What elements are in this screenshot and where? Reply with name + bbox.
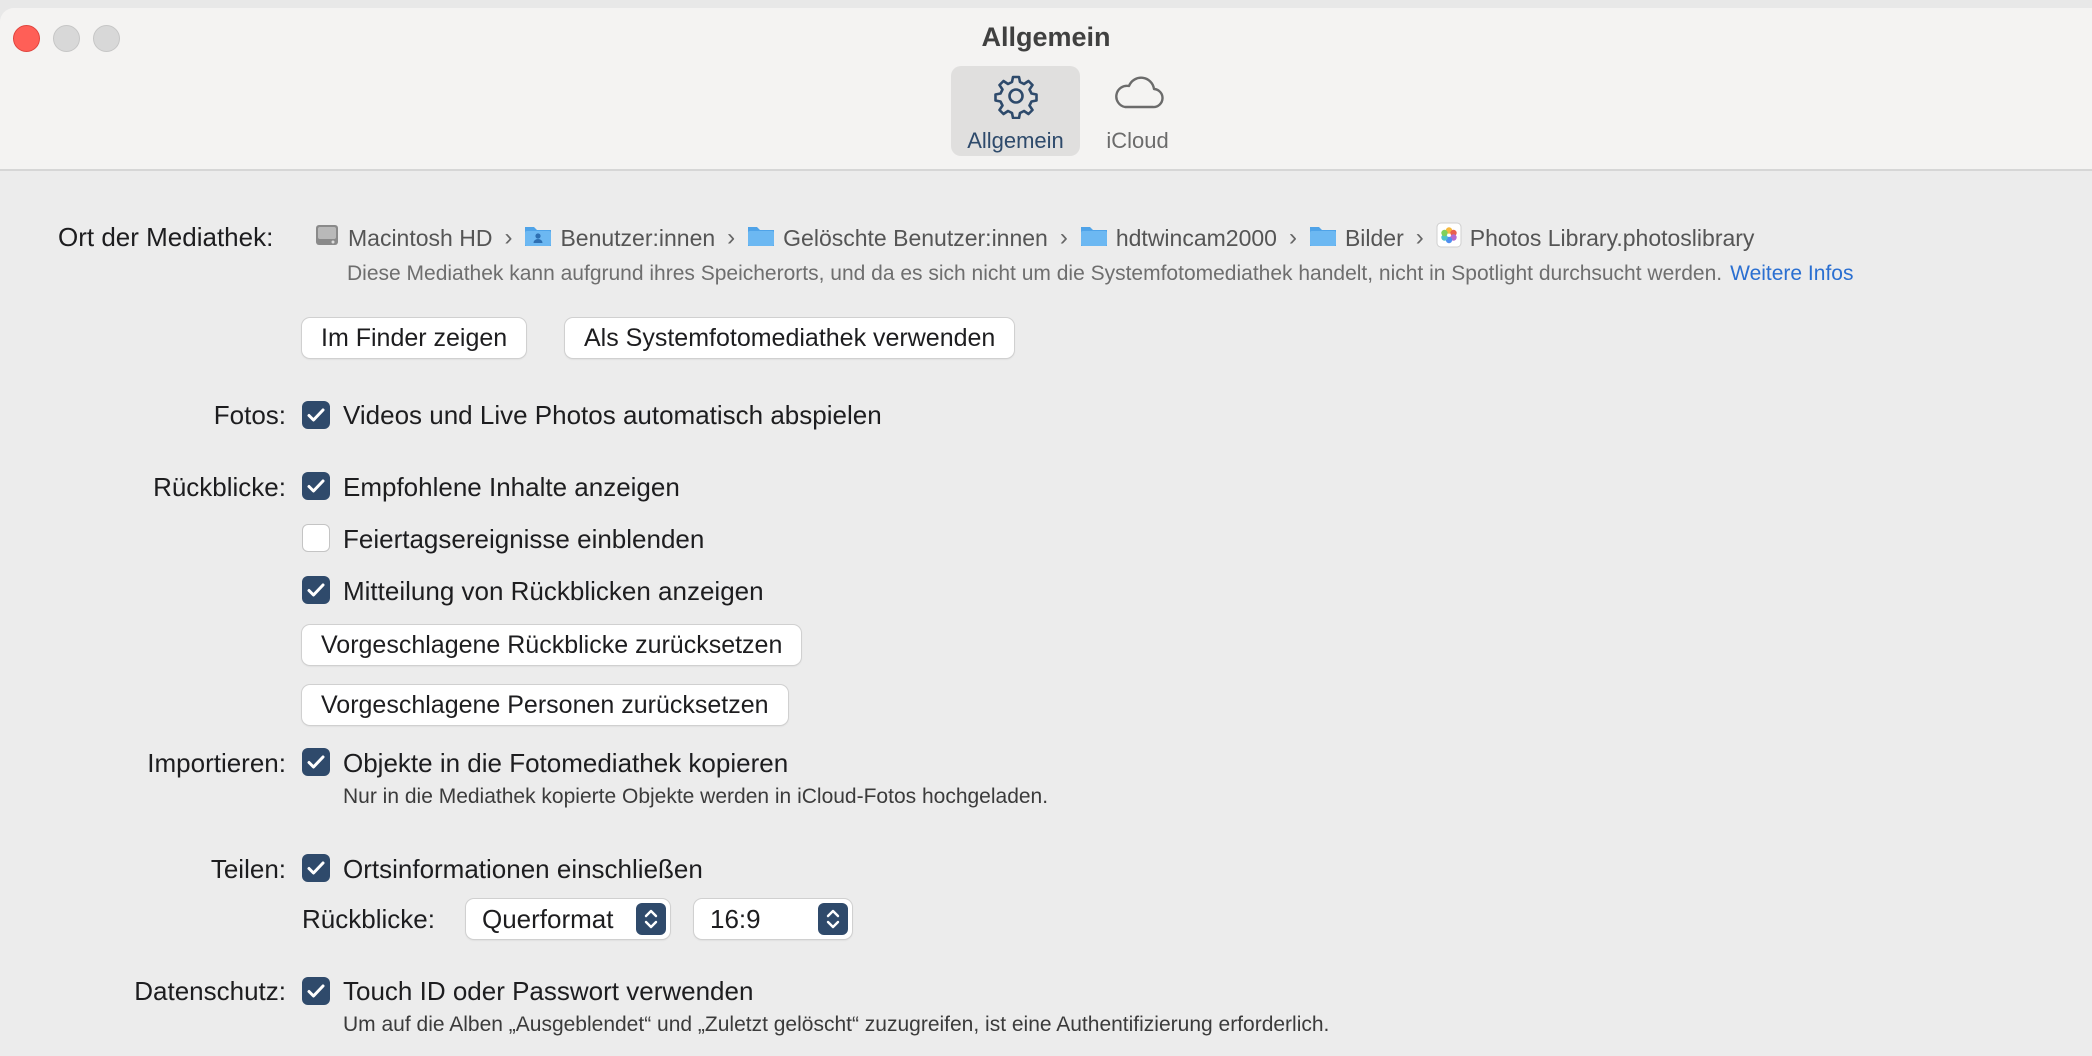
- memories-label: Rückblicke:: [153, 472, 286, 502]
- touch-id-checkbox[interactable]: [302, 977, 330, 1005]
- chevron-right-icon: ›: [1288, 224, 1297, 251]
- orientation-value: Querformat: [482, 904, 614, 934]
- import-label: Importieren:: [147, 748, 286, 778]
- aspect-ratio-value: 16:9: [710, 904, 761, 934]
- title-bar: [0, 8, 2092, 171]
- path-segment[interactable]: [1309, 223, 1404, 253]
- copy-to-library-checkbox[interactable]: [302, 748, 330, 776]
- path-segment-label: hdtwincam2000: [1115, 224, 1277, 251]
- up-down-arrows-icon: [825, 908, 841, 930]
- library-path[interactable]: [314, 221, 1754, 255]
- show-in-finder-button[interactable]: Im Finder zeigen: [302, 318, 526, 358]
- path-segment[interactable]: [1080, 223, 1277, 253]
- path-segment-label: Gelöschte Benutzer:innen: [783, 224, 1048, 251]
- tab-icloud[interactable]: [1090, 66, 1185, 156]
- checkmark-icon: [305, 980, 327, 1002]
- hard-drive-icon: [314, 222, 340, 254]
- aspect-ratio-stepper: [818, 903, 848, 935]
- path-segment[interactable]: [1436, 222, 1755, 254]
- checkmark-icon: [305, 751, 327, 773]
- photos-label: Fotos:: [213, 400, 286, 430]
- gear-icon: [993, 73, 1039, 124]
- featured-content-label[interactable]: Empfohlene Inhalte anzeigen: [343, 472, 680, 502]
- sharing-memories-label: Rückblicke:: [302, 904, 435, 934]
- path-segment[interactable]: [524, 223, 715, 253]
- path-segment-label: Bilder: [1344, 224, 1404, 251]
- tab-allgemein-label: Allgemein: [967, 128, 1064, 153]
- path-segment-label: Photos Library.photoslibrary: [1469, 224, 1755, 251]
- more-info-link[interactable]: Weitere Infos: [1730, 262, 1854, 285]
- spotlight-note-text: Diese Mediathek kann aufgrund ihres Speicherorts, und da es sich nicht um die Systemfotomediathek handelt, nicht in Spotlight durchsucht werden.: [347, 262, 1723, 285]
- checkmark-icon: [305, 579, 327, 601]
- chevron-right-icon: ›: [1415, 224, 1424, 251]
- checkmark-icon: [305, 475, 327, 497]
- autoplay-label[interactable]: Videos und Live Photos automatisch abspielen: [343, 400, 882, 430]
- tab-icloud-label: iCloud: [1106, 128, 1169, 153]
- copy-to-library-label[interactable]: Objekte in die Fotomediathek kopieren: [343, 748, 789, 778]
- tab-allgemein[interactable]: [951, 66, 1080, 156]
- checkmark-icon: [305, 857, 327, 879]
- touch-id-label[interactable]: Touch ID oder Passwort verwenden: [343, 976, 754, 1006]
- memories-notifications-label[interactable]: Mitteilung von Rückblicken anzeigen: [343, 576, 764, 606]
- holiday-events-checkbox[interactable]: [302, 524, 330, 552]
- window-title: Allgemein: [981, 22, 1111, 52]
- folder-icon: [747, 223, 775, 253]
- folder-icon: [1309, 223, 1337, 253]
- checkmark-icon: [305, 404, 327, 426]
- sharing-label: Teilen:: [210, 854, 286, 884]
- aspect-ratio-select[interactable]: [694, 899, 852, 939]
- up-down-arrows-icon: [643, 908, 659, 930]
- privacy-note: Um auf die Alben „Ausgeblendet“ und „Zuletzt gelöscht“ zuzugreifen, ist eine Authentifizierung erforderlich.: [343, 1013, 1330, 1036]
- path-segment-label: Benutzer:innen: [560, 224, 716, 251]
- general-settings: [0, 171, 2092, 1056]
- location-info-label[interactable]: Ortsinformationen einschließen: [343, 854, 703, 884]
- spotlight-note: [347, 262, 1853, 286]
- path-segment[interactable]: [314, 222, 492, 254]
- chevron-right-icon: ›: [1059, 224, 1068, 251]
- preferences-window: [0, 8, 2092, 1056]
- photos-library-icon: [1436, 222, 1462, 254]
- privacy-label: Datenschutz:: [134, 976, 286, 1006]
- folder-icon: [1080, 223, 1108, 253]
- library-location-label: Ort der Mediathek:: [58, 222, 274, 252]
- location-info-checkbox[interactable]: [302, 854, 330, 882]
- import-note: Nur in die Mediathek kopierte Objekte werden in iCloud-Fotos hochgeladen.: [343, 785, 1049, 808]
- featured-content-checkbox[interactable]: [302, 472, 330, 500]
- path-segment-label: Macintosh HD: [348, 224, 493, 251]
- users-folder-icon: [524, 223, 552, 253]
- orientation-stepper: [636, 903, 666, 935]
- use-as-system-library-button[interactable]: Als Systemfotomediathek verwenden: [565, 318, 1014, 358]
- autoplay-checkbox[interactable]: [302, 401, 330, 429]
- memories-notifications-checkbox[interactable]: [302, 576, 330, 604]
- reset-memories-button[interactable]: Vorgeschlagene Rückblicke zurücksetzen: [302, 625, 801, 665]
- holiday-events-label[interactable]: Feiertagsereignisse einblenden: [343, 524, 705, 554]
- path-segment[interactable]: [747, 223, 1048, 253]
- cloud-icon: [1111, 73, 1165, 118]
- reset-people-button[interactable]: Vorgeschlagene Personen zurücksetzen: [302, 685, 788, 725]
- chevron-right-icon: ›: [727, 224, 736, 251]
- orientation-select[interactable]: [466, 899, 670, 939]
- chevron-right-icon: ›: [504, 224, 513, 251]
